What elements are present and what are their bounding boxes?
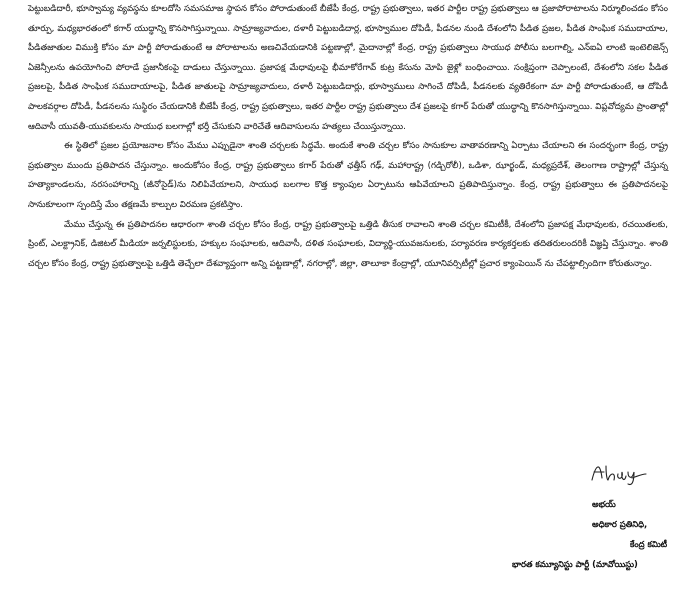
press-statement-body bbox=[28, 0, 668, 274]
signatory-committee: కేంద్ర కమిటీ bbox=[630, 539, 668, 549]
signatory-role: అధికార ప్రతినిధి, bbox=[592, 519, 648, 529]
paragraph-1: పెట్టుబడిదారీ, భూస్వామ్య వ్యవస్థను కూలదోసి సమసమాజ స్థాపన కోసం పోరాడుతుంటే బీజేపీ కేంద్ర, రాష్ట్ర ప్రభుత్వాలు, ఇతర పార్టీల రాష్ట్ర ప్రభుత్వాలు ఆ ప్రజాపోరాటాలను నిర్మూలించడం కోసం తూర్పు, మధ్యభారతంలో కగార్ యుద్ధాన్ని కొనసాగిస్తున్నాయి. సామ్రాజ్యవాదుల, దళారీ పెట్టుబడిదార్ల, భూస్వాముల దోపిడీ, పీడనల నుండి దేశంలోని పీడిత ప్రజల, పీడిత సాంఘిక సముదాయాల, పీడితజాతుల విముక్తి కోసం మా పార్టీ పోరాడుతుంటే ఆ పోరాటాలను అణచివేయడానికి పట్టణాల్లో, మైదానాల్లో కేంద్ర, రాష్ట్ర ప్రభుత్వాలు సాయుధ పోలీసు బలగాల్ని, ఎన్ఐఏ లాంటి ఇంటెలిజెన్స్ ఏజెన్సీలను ఉపయోగించి పోరాడే ప్రజానీకంపై దాడులు చేస్తున్నాయి. ప్రజాపక్ష మేధావులపై భీమాకోరేగావ్ కుట్ర కేసును మోపి జైళ్లో బంధించాయి. సంక్షిప్తంగా చెప్పాలంటే, దేశంలోని సకల పీడిత ప్రజలపై, పీడిత సాంఘిక సముదాయాలపై, పీడిత జాతులపై సామ్రాజ్యవాదులు, దళారీ పెట్టుబడిదార్లు, భూస్వాములు సాగించే దోపిడీ, పీడనలకు వ్యతిరేకంగా మా పార్టీ పోరాడుతుంటే, ఆ దోపిడీ పాలకవర్గాల దోపిడీ, పీడనలను సుస్థిరం చేయడానికి బీజేపీ కేంద్ర, రాష్ట్ర ప్రభుత్వాలు, ఇతర పార్టీల రాష్ట్ర ప్రభుత్వాలు దేశ ప్రజలపై కగార్ పేరుతో యుద్ధాన్ని కొనసాగిస్తున్నాయి. విప్లవోద్యమ ప్రాంతాల్లో ఆదివాసీ యువతీ-యువకులను సాయుధ బలగాల్లో భర్తీ చేసుకుని వారిచేతే ఆదివాసులను హత్యలు చేయిస్తున్నాయి. bbox=[28, 4, 668, 132]
paragraph-3: మేము చేస్తున్న ఈ ప్రతిపాదనల ఆధారంగా శాంతి చర్చల కోసం కేంద్ర, రాష్ట్ర ప్రభుత్వాలపై ఒత్తిడి తీసుక రావాలని శాంతి చర్చల కమిటీకీ, దేశంలోని ప్రజాపక్ష మేధావులకు, రచయితలకు, ప్రింట్, ఎలక్ట్రానిక్, డిజిటల్ మీడియా జర్నలిస్టులకు, హక్కుల సంఘాలకు, ఆదివాసీ, దళిత సంఘాలకు, విద్యార్థి-యువజనులకు, పర్యావరణ కార్యకర్తలకు తదితరులందరికీ విజ్ఞప్తి చేస్తున్నాం. శాంతి చర్చల కోసం కేంద్ర, రాష్ట్ర ప్రభుత్వాలపై ఒత్తిడి తెచ్చేలా దేశవ్యాప్తంగా అన్ని పట్టణాల్లో, నగరాల్లో, జిల్లా, తాలూకా కేంద్రాల్లో, యూనివర్సిటీల్లో ప్రచార క్యాంపెయిన్ ను చేపట్టాల్సిందిగా కోరుతున్నాం. bbox=[28, 219, 668, 269]
signature-block bbox=[440, 494, 680, 574]
signatory-name: అభయ్ bbox=[592, 499, 616, 509]
handwritten-signature-icon bbox=[588, 458, 648, 486]
paragraph-2: ఈ స్థితిలో ప్రజల ప్రయోజనాల కోసం మేము ఎప్పుడైనా శాంతి చర్చలకు సిద్ధమే. అందుకే శాంతి చర్చల కోసం సానుకూల వాతావరణాన్ని ఏర్పాటు చేయాలని ఈ సందర్భంగా కేంద్ర, రాష్ట్ర ప్రభుత్వాల ముందు ప్రతిపాదన చేస్తున్నాం. అందుకోసం కేంద్ర, రాష్ట్ర ప్రభుత్వాలు కగార్ పేరుతో ఛత్తీస్ గఢ్, మహారాష్ట్ర (గడ్చిరోలీ), ఒడిశా, ఝార్ఖండ్, మధ్యప్రదేశ్, తెలంగాణ రాష్ట్రాల్లో చేస్తున్న హత్యాకాండలను, నరసంహారాన్ని (జీనోసైడ్)ను నిలిపివేయాలని, సాయుధ బలగాల కొత్త క్యాంపుల ఏర్పాటును ఆపివేయాలని ప్రతిపాదిస్తున్నాం. కేంద్ర, రాష్ట్ర ప్రభుత్వాలు ఈ ప్రతిపాదనలపై సానుకూలంగా స్పందిస్తే మేం తక్షణమే కాల్పుల విరమణ ప్రకటిస్తాం. bbox=[28, 141, 668, 210]
party-name: భారత కమ్యూనిస్టు పార్టీ (మావోయిస్టు) bbox=[512, 559, 638, 569]
